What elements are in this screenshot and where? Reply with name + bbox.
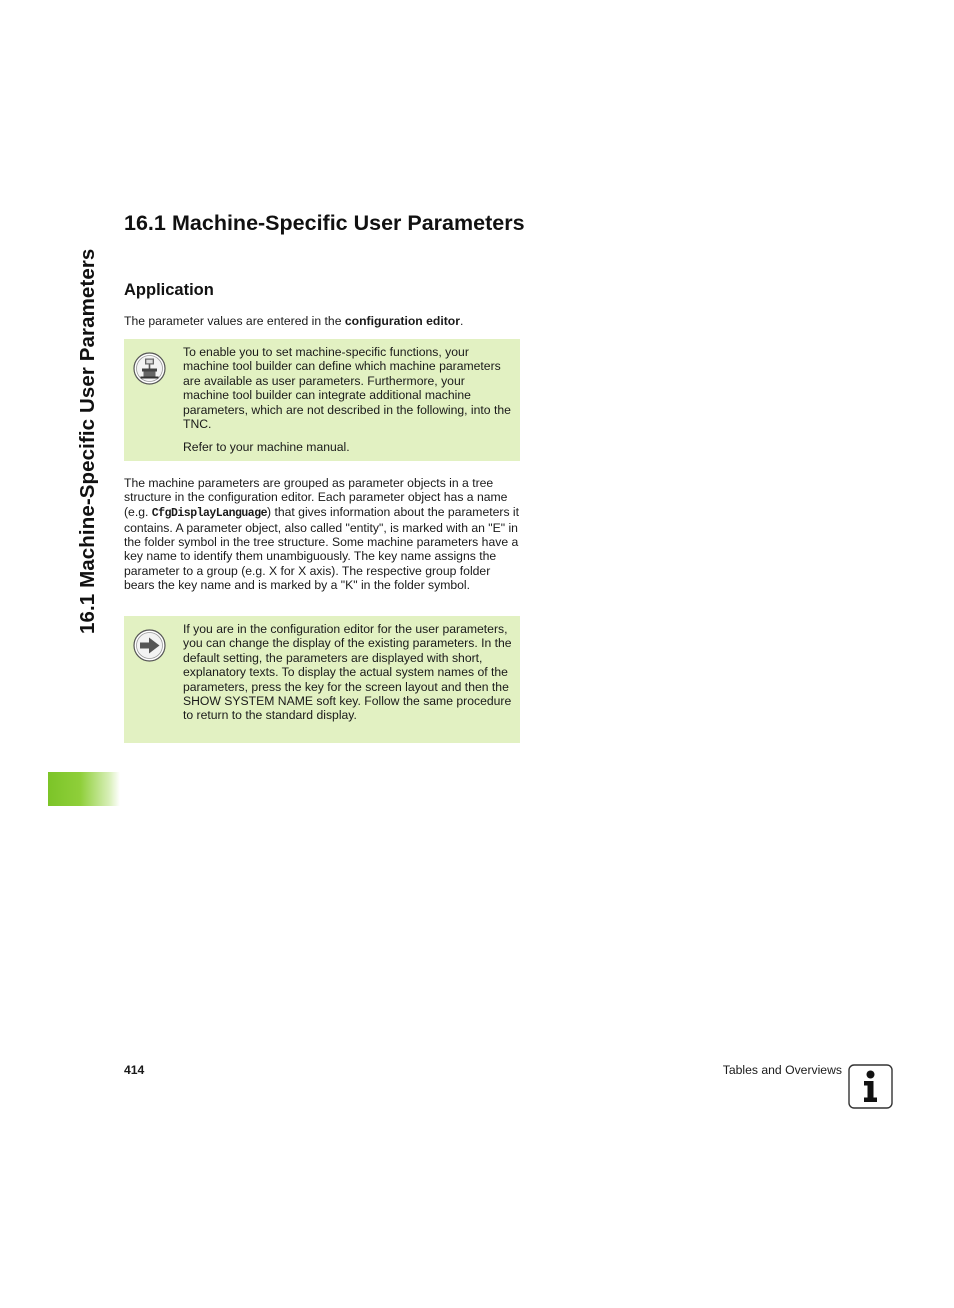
note-text [183, 622, 513, 723]
intro-text-end: . [459, 314, 464, 328]
body-text-continued: ) that gives information about the parameters it contains. A parameter object, also called "entity", is marked with an "E" in the folder symbol in the tree structure. Some machine parameters have a key name to identify them unambiguously. The key name assigns the parameter to a group (e.g. X for X axis). The respective group folder bears the key name and is marked by a "K" in the folder symbol. [124, 504, 520, 593]
note-box-tip [124, 616, 520, 743]
footer-chapter-title: Tables and Overviews [722, 1063, 842, 1077]
intro-paragraph [124, 314, 524, 328]
note-paragraph: To enable you to set machine-specific functions, your machine tool builder can define which machine parameters are available as user parameters. Furthermore, your machine tool builder can integrate additional machine parameters, which are not described in the following, into the TNC. [183, 345, 511, 432]
section-number: 16.1 [124, 211, 166, 235]
subheading-application: Application [124, 281, 214, 299]
body-text: The machine parameters are grouped as parameter objects in a tree structure in the configuration editor. Each parameter object has a name (e.g. [124, 476, 508, 519]
body-paragraph [124, 476, 522, 592]
note-paragraph: If you are in the configuration editor for the user parameters, you can change the display of the existing parameters. In the default setting, the parameters are displayed with short, explanatory texts. To display the actual system names of the parameters, press the key for the screen layout and then the SHOW SYSTEM NAME soft key. Follow the same procedure to return to the standard display. [183, 622, 512, 723]
page-number: 414 [124, 1063, 145, 1077]
vertical-chapter-title [73, 214, 103, 634]
note-box-machine [124, 339, 520, 461]
arrow-right-icon [133, 629, 166, 662]
section-title: Machine-Specific User Parameters [172, 211, 525, 235]
note-text [183, 345, 513, 454]
intro-text: The parameter values are entered in the [124, 314, 345, 328]
info-icon[interactable] [848, 1064, 893, 1109]
vertical-chapter-title-text: 16.1 Machine-Specific User Parameters [76, 248, 99, 634]
chapter-tab-marker [48, 772, 120, 806]
machine-icon [133, 352, 166, 385]
note-paragraph-reference: Refer to your machine manual. [183, 439, 350, 454]
intro-bold-term: configuration editor [344, 314, 460, 328]
code-term: CfgDisplayLanguage [151, 506, 268, 520]
